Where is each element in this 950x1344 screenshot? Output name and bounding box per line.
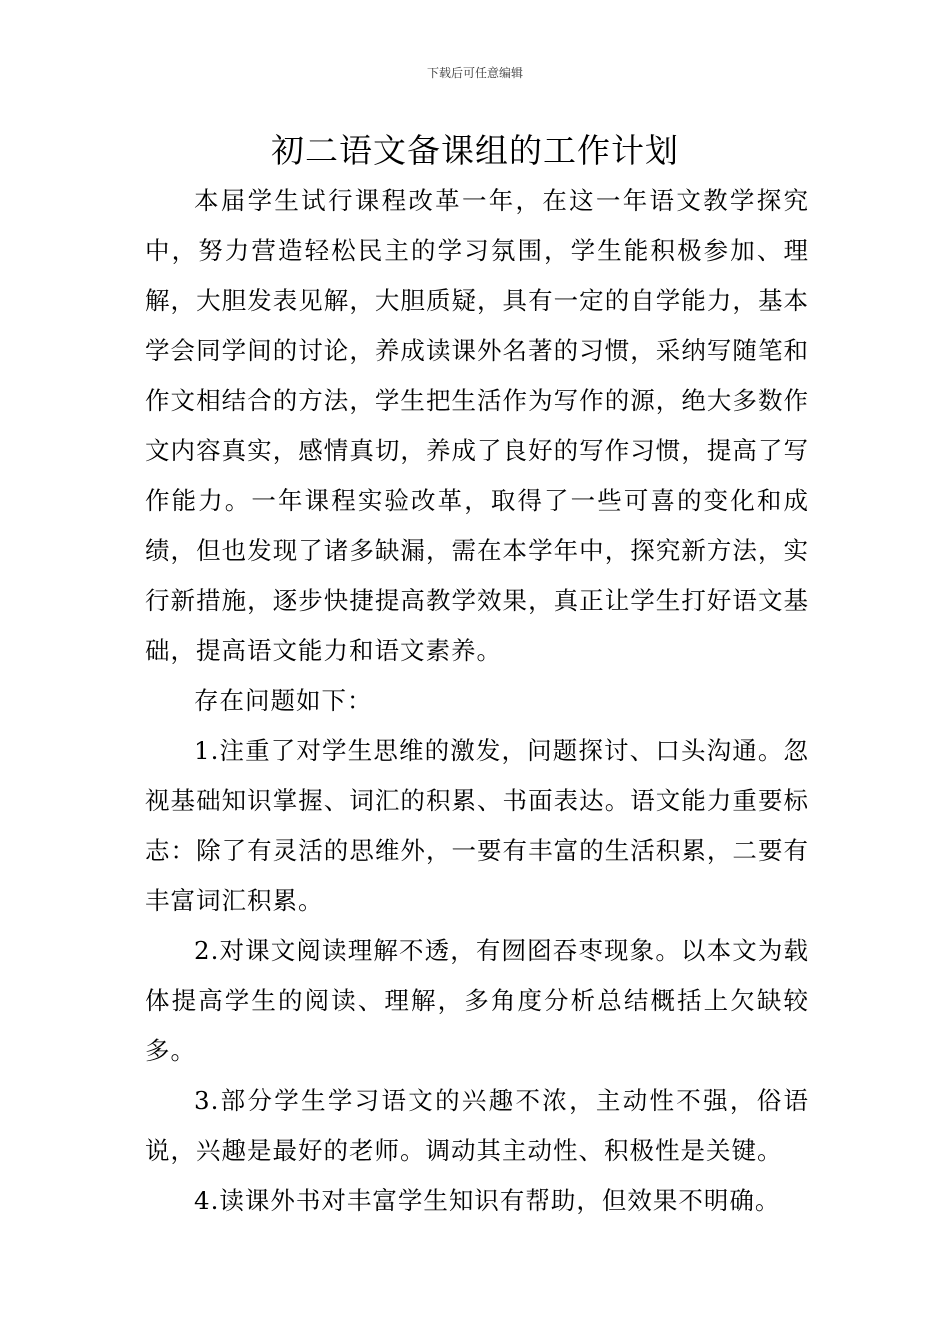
paragraph-intro: 本届学生试行课程改革一年，在这一年语文教学探究中，努力营造轻松民主的学习氛围，学生能积极参加、理解，大胆发表见解，大胆质疑，具有一定的自学能力，基本学会同学间的讨论，养成读课外名著的习惯，采纳写随笔和作文相结合的方法，学生把生活作为写作的源，绝大多数作文内容真实，感情真切，养成了良好的写作习惯，提高了写作能力。一年课程实验改革，取得了一些可喜的变化和成绩，但也发现了诸多缺漏，需在本学年中，探究新方法，实行新措施，逐步快捷提高教学效果，真正让学生打好语文基础，提高语文能力和语文素养。: [145, 186, 809, 665]
document-title: 初二语文备课组的工作计划: [271, 131, 679, 170]
paragraph-problem-4: 4.读课外书对丰富学生知识有帮助，但效果不明确。: [194, 1186, 781, 1215]
document-body: [145, 176, 809, 1226]
page-header-note: 下载后可任意编辑: [426, 66, 523, 80]
paragraph-problem-1: 1.注重了对学生思维的激发，问题探讨、口头沟通。忽视基础知识掌握、词汇的积累、书面表达。语文能力重要标志：除了有灵活的思维外，一要有丰富的生活积累，二要有丰富词汇积累。: [145, 736, 809, 915]
paragraph-problem-3: 3.部分学生学习语文的兴趣不浓，主动性不强，俗语说，兴趣是最好的老师。调动其主动性、积极性是关键。: [145, 1086, 809, 1165]
paragraph-problems-heading: 存在问题如下：: [194, 686, 373, 715]
paragraph-problem-2: 2.对课文阅读理解不透，有囫囵吞枣现象。以本文为载体提高学生的阅读、理解，多角度分析总结概括上欠缺较多。: [145, 936, 809, 1065]
